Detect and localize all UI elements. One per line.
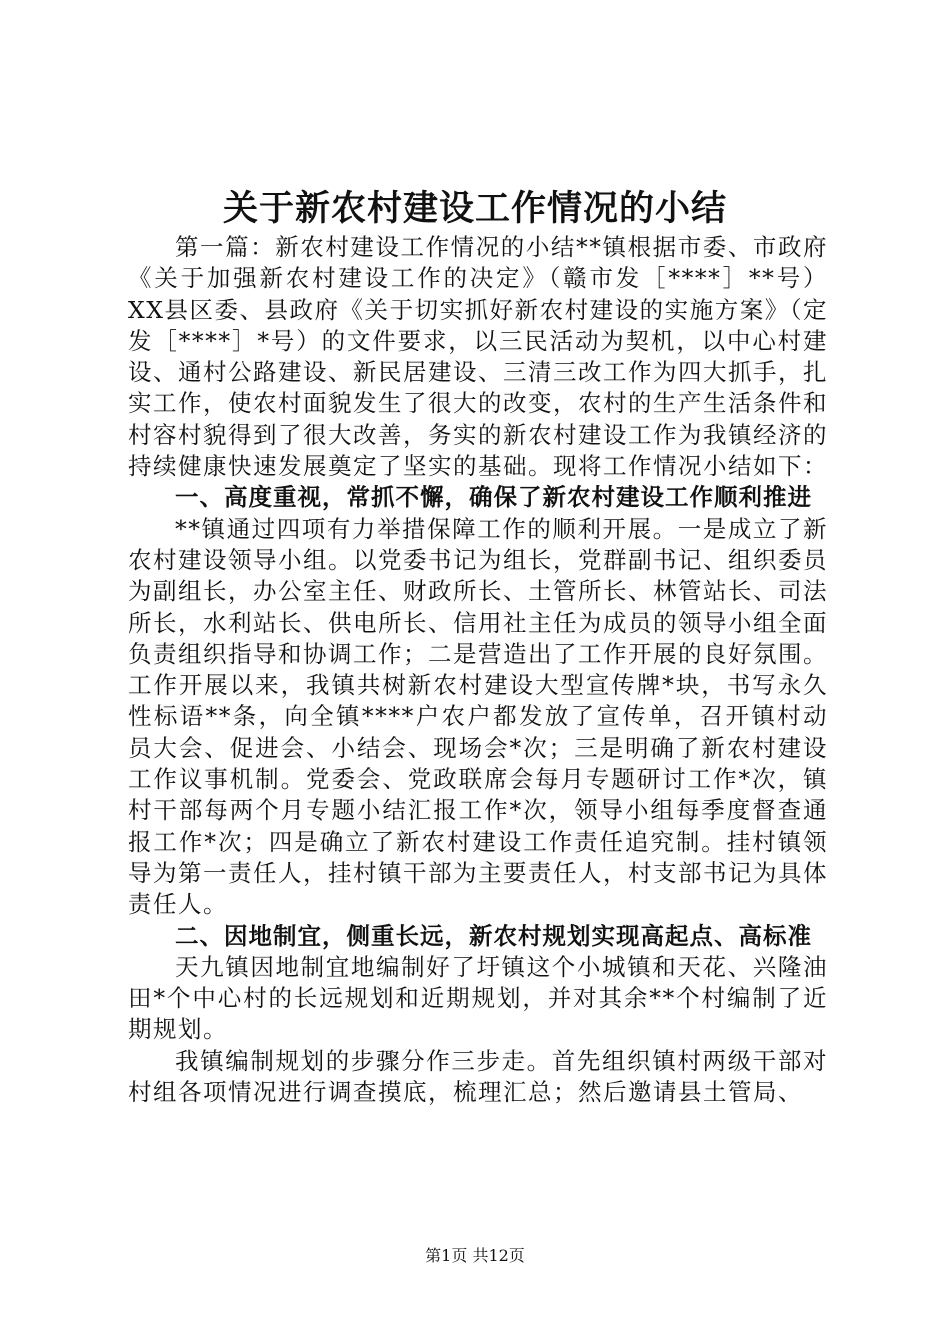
section-heading-1: 一、高度重视，常抓不懈，确保了新农村建设工作顺利推进 bbox=[175, 483, 812, 512]
paragraph-section-1: **镇通过四项有力举措保障工作的顺利开展。一是成立了新农村建设领导小组。以党委书记为组长，党群副书记、组织委员为副组长，办公室主任、财政所长、土管所长、林管站长、司法所长，水利站长、供电所长、信用社主任为成员的领导小组全面负责组织指导和协调工作；二是营造出了工作开展的良好氛围。工作开展以来，我镇共树新农村建设大型宣传牌*块，书写永久性标语**条，向全镇****户农户都发放了宣传单，召开镇村动员大会、促进会、小结会、现场会*次；三是明确了新农村建设工作议事机制。党委会、党政联席会每月专题研讨工作*次，镇村干部每两个月专题小结汇报工作*次，领导小组每季度督查通报工作*次；四是确立了新农村建设工作责任追究制。挂村镇领导为第一责任人，挂村镇干部为主要责任人，村支部书记为具体责任人。 bbox=[128, 514, 828, 919]
paragraph-intro: 第一篇：新农村建设工作情况的小结**镇根据市委、市政府《关于加强新农村建设工作的决定》（赣市发［****］**号）XX县区委、县政府《关于切实抓好新农村建设的实施方案》（定发［****］*号）的文件要求，以三民活动为契机，以中心村建设、通村公路建设、新民居建设、三清三改工作为四大抓手，扎实工作，使农村面貌发生了很大的改变，农村的生产生活条件和村容村貌得到了很大改善，务实的新农村建设工作为我镇经济的持续健康快速发展奠定了坚实的基础。现将工作情况小结如下： bbox=[128, 233, 828, 481]
page-footer: 第1页 共12页 bbox=[425, 1246, 525, 1265]
document-body bbox=[128, 232, 828, 1108]
document-title: 关于新农村建设工作情况的小结 bbox=[222, 189, 727, 229]
paragraph-section-2a: 天九镇因地制宜地编制好了圩镇这个小城镇和天花、兴隆油田*个中心村的长远规划和近期规划，并对其余**个村编制了近期规划。 bbox=[128, 952, 828, 1044]
section-heading-2: 二、因地制宜，侧重长远，新农村规划实现高起点、高标准 bbox=[175, 921, 812, 950]
paragraph-section-2b: 我镇编制规划的步骤分作三步走。首先组织镇村两级干部对村组各项情况进行调查摸底，梳理汇总；然后邀请县土管局、 bbox=[128, 1046, 828, 1107]
